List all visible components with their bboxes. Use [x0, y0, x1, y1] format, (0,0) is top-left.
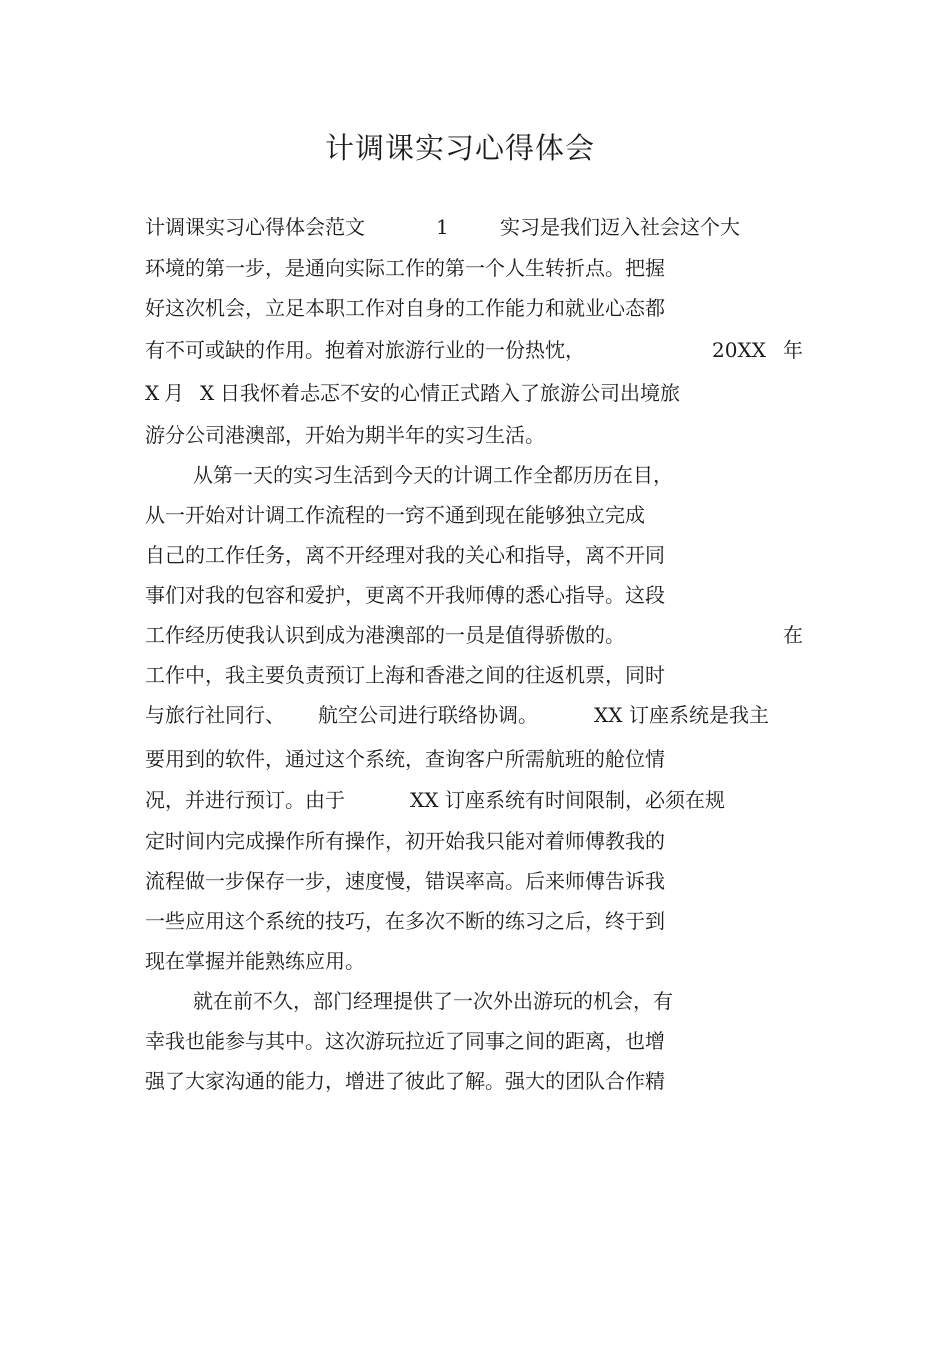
paragraph-2-line-13: 现在掌握并能熟练应用。: [145, 949, 365, 973]
paragraph-2-line-3: 自己的工作任务，离不开经理对我的关心和指导，离不开同: [145, 543, 665, 567]
paragraph-2-line-1: 从第一天的实习生活到今天的计调工作全都历历在目，: [193, 463, 673, 487]
year-placeholder: 20XX: [712, 338, 766, 362]
paragraph-1-line-3: 好这次机会，立足本职工作对自身的工作能力和就业心态都: [145, 296, 665, 320]
text-segment: 订座系统有时间限制，必须在规: [445, 788, 725, 812]
month-placeholder: X: [145, 381, 160, 405]
paragraph-2-line-2: 从一开始对计调工作流程的一窍不通到现在能够独立完成: [145, 503, 645, 527]
system-placeholder: XX: [594, 703, 623, 727]
system-placeholder: XX: [410, 788, 439, 812]
text-segment: 有不可或缺的作用。抱着对旅游行业的一份热忱，: [145, 338, 585, 362]
paragraph-1-line-1: [145, 215, 365, 239]
paragraph-2-line-7: 与旅行社同行、: [145, 703, 285, 727]
paragraph-2-line-11: 流程做一步保存一步，速度慢，错误率高。后来师傅告诉我: [145, 869, 665, 893]
paragraph-2-line-10: 定时间内完成操作所有操作，初开始我只能对着师傅教我的: [145, 829, 665, 853]
paragraph-2-line-12: 一些应用这个系统的技巧，在多次不断的练习之后，终于到: [145, 909, 665, 933]
paragraph-3-line-3: 强了大家沟通的能力，增进了彼此了解。强大的团队合作精: [145, 1069, 665, 1093]
paragraph-1-line-4: [145, 338, 585, 362]
paragraph-3-line-1: 就在前不久，部门经理提供了一次外出游玩的机会，有: [193, 989, 673, 1013]
paragraph-2-line-4: 事们对我的包容和爱护，更离不开我师傅的悉心指导。这段: [145, 583, 665, 607]
paragraph-2-line-8: 要用到的软件，通过这个系统，查询客户所需航班的舱位情: [145, 747, 665, 771]
day-placeholder: X: [200, 381, 215, 405]
text-segment: 计调课实习心得体会范文: [145, 215, 365, 239]
text-segment: 月: [164, 381, 184, 405]
paragraph-2-line-6: 工作中，我主要负责预订上海和香港之间的往返机票，同时: [145, 663, 665, 687]
paragraph-2-line-9: 况，并进行预订。由于: [145, 788, 345, 812]
text-segment: 实习是我们迈入社会这个大: [500, 215, 740, 239]
text-segment: 年: [783, 338, 803, 362]
text-segment: 日我怀着忐忑不安的心情正式踏入了旅游公司出境旅: [220, 381, 680, 405]
paragraph-2-line-5: 工作经历使我认识到成为港澳部的一员是值得骄傲的。: [145, 623, 625, 647]
paragraph-1-line-2: 环境的第一步，是通向实际工作的第一个人生转折点。把握: [145, 256, 665, 280]
paragraph-3-line-2: 幸我也能参与其中。这次游玩拉近了同事之间的距离，也增: [145, 1029, 665, 1053]
text-segment: 订座系统是我主: [629, 703, 769, 727]
paragraph-1-line-6: 游分公司港澳部，开始为期半年的实习生活。: [145, 423, 545, 447]
text-segment: 在: [783, 623, 803, 647]
page-title: 计调课实习心得体会: [324, 131, 595, 165]
sample-number: 1: [436, 215, 449, 239]
text-segment: 航空公司进行联络协调。: [318, 703, 538, 727]
